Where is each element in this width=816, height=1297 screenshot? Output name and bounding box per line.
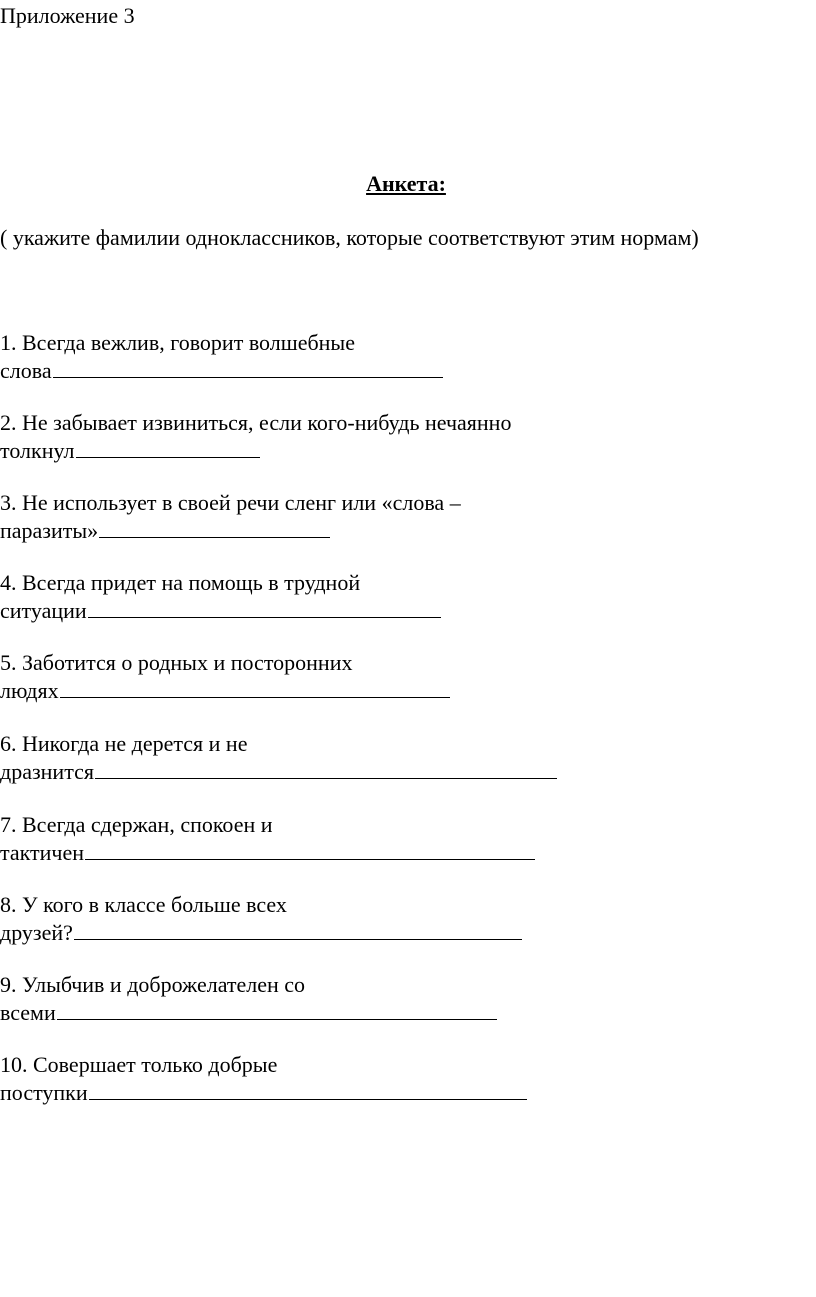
answer-blank[interactable]	[85, 839, 535, 860]
question-answer-row	[0, 597, 441, 625]
question-item-4	[0, 569, 441, 625]
question-text: 4. Всегда придет на помощь в трудной	[0, 570, 361, 595]
question-item-9	[0, 971, 497, 1027]
answer-blank[interactable]	[57, 999, 497, 1020]
question-text-continued: толкнул	[0, 438, 75, 463]
question-text-continued: всеми	[0, 1000, 56, 1025]
question-answer-row	[0, 758, 557, 786]
answer-blank[interactable]	[60, 677, 450, 698]
answer-blank[interactable]	[88, 597, 441, 618]
question-text: 7. Всегда сдержан, спокоен и	[0, 812, 273, 837]
answer-blank[interactable]	[76, 437, 260, 458]
question-text-continued: паразиты»	[0, 518, 99, 543]
question-text: 10. Совершает только добрые	[0, 1052, 278, 1077]
question-text: 9. Улыбчив и доброжелателен со	[0, 972, 306, 997]
question-answer-row	[0, 677, 450, 705]
question-answer-row	[0, 1079, 527, 1107]
answer-blank[interactable]	[95, 758, 557, 779]
question-answer-row	[0, 839, 535, 867]
question-text: 5. Заботится о родных и посторонних	[0, 650, 353, 675]
question-text-continued: ситуации	[0, 598, 87, 623]
question-text: 1. Всегда вежлив, говорит волшебные	[0, 330, 355, 355]
question-text: 2. Не забывает извиниться, если кого-нибудь нечаянно	[0, 410, 512, 435]
question-item-6	[0, 730, 557, 786]
answer-blank[interactable]	[89, 1079, 527, 1100]
question-text-continued: поступки	[0, 1080, 88, 1105]
question-text-continued: друзей?	[0, 920, 73, 945]
answer-blank[interactable]	[53, 357, 443, 378]
answer-blank[interactable]	[74, 919, 522, 940]
question-text-continued: людях	[0, 678, 59, 703]
question-text: 6. Никогда не дерется и не	[0, 731, 248, 756]
question-item-3	[0, 489, 461, 545]
question-item-5	[0, 649, 450, 705]
question-text-continued: тактичен	[0, 840, 85, 865]
question-item-8	[0, 891, 522, 947]
question-answer-row	[0, 357, 443, 385]
question-item-7	[0, 811, 535, 867]
page-title	[0, 170, 816, 198]
question-item-1	[0, 329, 443, 385]
question-text: 8. У кого в классе больше всех	[0, 892, 287, 917]
answer-blank[interactable]	[99, 517, 330, 538]
question-text: 3. Не использует в своей речи сленг или «слова –	[0, 490, 461, 515]
appendix-label: Приложение 3	[0, 3, 135, 28]
question-text-continued: слова	[0, 358, 52, 383]
question-answer-row	[0, 999, 497, 1027]
instruction-text: ( укажите фамилии одноклассников, которые соответствуют этим нормам)	[0, 225, 699, 250]
question-answer-row	[0, 437, 511, 465]
question-item-10	[0, 1051, 527, 1107]
question-answer-row	[0, 517, 461, 545]
question-answer-row	[0, 919, 522, 947]
page-title-text: Анкета:	[366, 171, 446, 196]
question-text-continued: дразнится	[0, 759, 94, 784]
question-item-2	[0, 409, 511, 465]
